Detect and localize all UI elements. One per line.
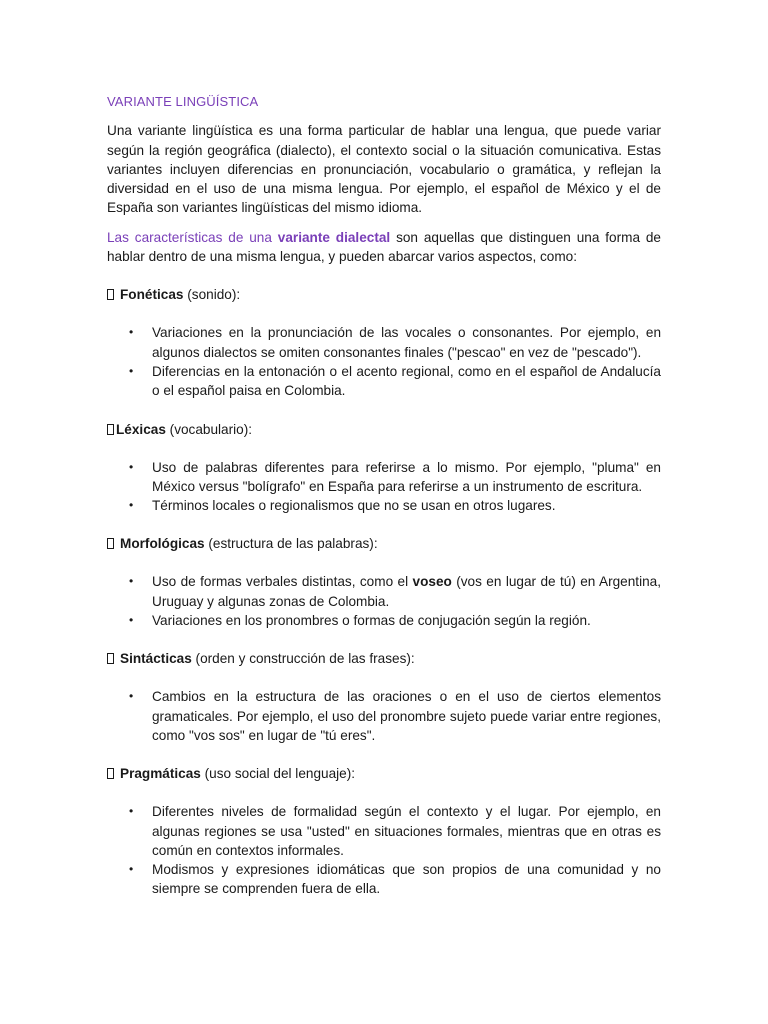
section-note: (uso social del lenguaje): xyxy=(200,766,356,782)
pragmaticas-list xyxy=(107,802,661,898)
section-title: Sintácticas xyxy=(120,651,192,667)
bullet-icon: • xyxy=(129,862,134,877)
missing-glyph-icon xyxy=(107,289,114,300)
section-note: (estructura de las palabras): xyxy=(204,536,378,552)
bullet-icon: • xyxy=(129,363,134,378)
bullet-icon: • xyxy=(129,498,134,513)
section-note: (vocabulario): xyxy=(165,421,253,437)
sintacticas-list xyxy=(107,687,661,745)
section-title: Pragmáticas xyxy=(120,766,201,782)
list-item: • Diferentes niveles de formalidad según el contexto y el lugar. Por ejemplo, en algunas regiones se usa "usted" en situaciones formales, mientras que en otras es común en contextos informales. xyxy=(129,804,661,858)
section-note: (orden y construcción de las frases): xyxy=(191,651,415,667)
characteristics-paragraph xyxy=(107,228,661,267)
section-title: Fonéticas xyxy=(120,287,184,303)
bullet-icon: • xyxy=(129,804,134,819)
section-heading-lexicas xyxy=(107,420,661,440)
list-item: • Uso de palabras diferentes para referirse a lo mismo. Por ejemplo, "pluma" en México versus "bolígrafo" en España para referirse a un instrumento de escritura. xyxy=(129,459,661,494)
document-page xyxy=(107,92,661,899)
intro-paragraph: Una variante lingüística es una forma particular de hablar una lengua, que puede variar según la región geográfica (dialecto), el contexto social o la situación comunicativa. Estas variantes incluyen diferencias en pronunciación, vocabulario o gramática, y reflejan la diversidad en el uso de una misma lengua. Por ejemplo, el español de México y el de España son variantes lingüísticas del mismo idioma. xyxy=(107,123,661,216)
list-item: • Términos locales o regionalismos que no se usan en otros lugares. xyxy=(152,496,661,515)
missing-glyph-icon xyxy=(107,424,114,435)
bullet-icon: • xyxy=(129,459,134,474)
section-note: (sonido): xyxy=(183,287,241,303)
characteristics-lead: Las características de una xyxy=(107,229,278,245)
document-title: VARIANTE LINGÜÍSTICA xyxy=(107,94,259,109)
lexicas-list xyxy=(107,458,661,516)
list-item: • Variaciones en los pronombres o formas de conjugación según la región. xyxy=(152,611,661,630)
variante-dialectal-term: variante dialectal xyxy=(277,229,391,245)
section-heading-pragmaticas xyxy=(107,764,661,784)
characteristics-rest: son aquellas que distinguen una forma de hablar dentro de una misma lengua, y pueden abarcar varios aspectos, como: xyxy=(107,229,661,265)
section-heading-morfologicas xyxy=(107,534,661,554)
section-heading-foneticas xyxy=(107,285,661,305)
list-item: • Cambios en la estructura de las oraciones o en el uso de ciertos elementos gramaticales. Por ejemplo, el uso del pronombre sujeto puede variar entre regiones, como "vos sos" en lugar de "tú eres". xyxy=(129,689,661,743)
bullet-icon: • xyxy=(129,689,134,704)
list-item: • Uso de formas verbales distintas, como el voseo (vos en lugar de tú) en Argentina, Uruguay y algunas zonas de Colombia. xyxy=(129,574,661,609)
list-item: • Diferencias en la entonación o el acento regional, como en el español de Andalucía o el español paisa en Colombia. xyxy=(129,363,661,399)
morfologicas-list xyxy=(107,572,661,630)
missing-glyph-icon xyxy=(107,768,114,779)
missing-glyph-icon xyxy=(107,538,114,549)
voseo-term: voseo xyxy=(412,574,452,590)
missing-glyph-icon xyxy=(107,653,114,664)
foneticas-list xyxy=(107,323,661,400)
list-item: • Variaciones en la pronunciación de las vocales o consonantes. Por ejemplo, en algunos dialectos se omiten consonantes finales ("pescao" en vez de "pescado"). xyxy=(129,325,661,360)
section-title: Léxicas xyxy=(116,421,166,437)
bullet-icon: • xyxy=(129,325,134,340)
bullet-icon: • xyxy=(129,613,134,628)
list-item: • Modismos y expresiones idiomáticas que son propios de una comunidad y no siempre se comprenden fuera de ella. xyxy=(129,862,661,897)
section-heading-sintacticas xyxy=(107,649,661,669)
bullet-icon: • xyxy=(129,574,134,589)
section-title: Morfológicas xyxy=(120,536,205,552)
